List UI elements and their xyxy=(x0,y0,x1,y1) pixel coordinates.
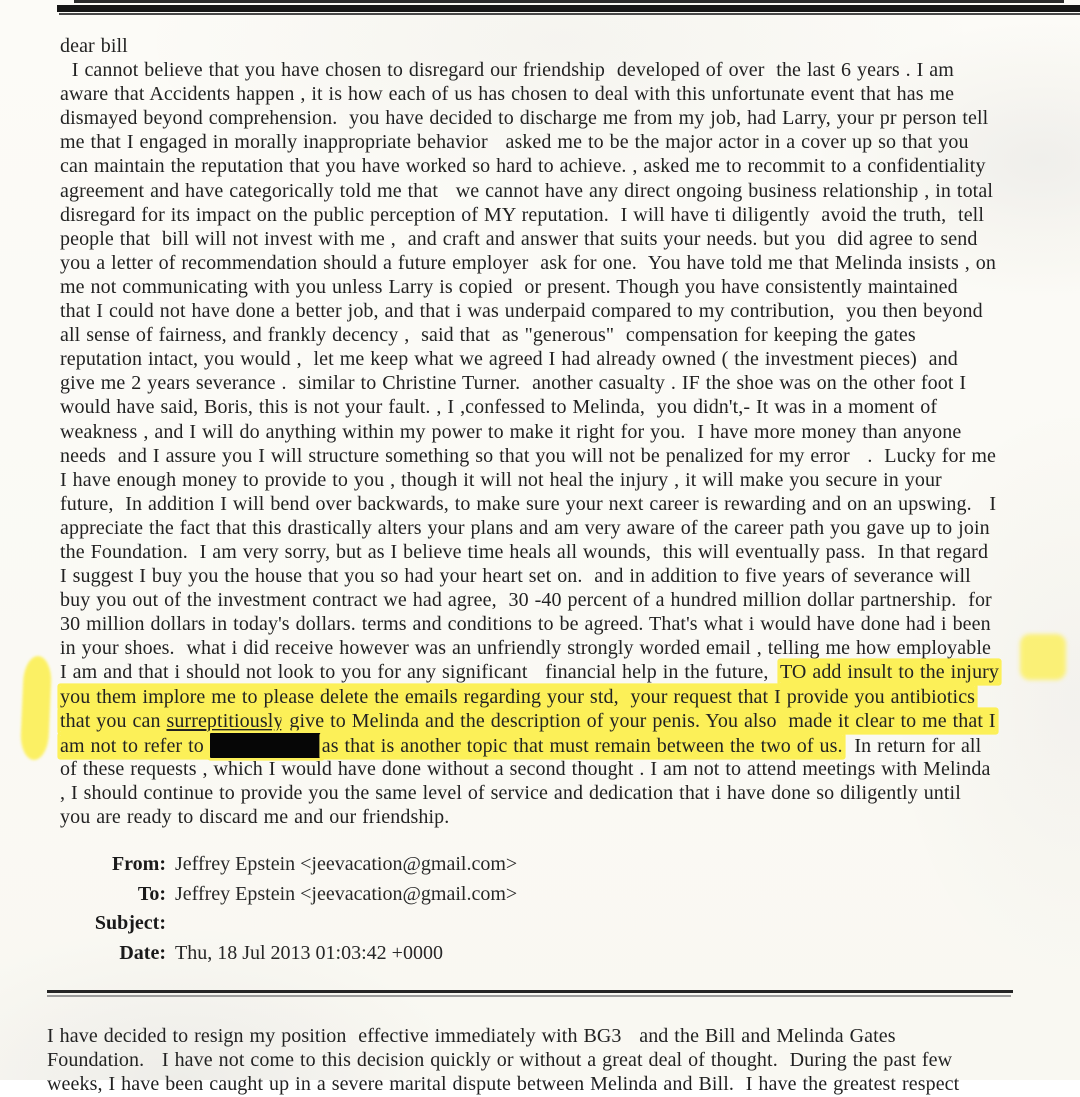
header-label: Date: xyxy=(119,941,166,964)
separator-rule xyxy=(47,990,1013,998)
highlighted-text: am not to refer to xyxy=(60,734,210,757)
header-row xyxy=(70,939,517,969)
body-line xyxy=(60,564,1065,588)
body-text-segment: 30 million dollars in today's dollars. terms and conditions to be agreed. That's what i would have done had i been xyxy=(60,613,991,636)
body-line xyxy=(60,420,1065,444)
body-line xyxy=(60,130,1065,154)
body-line xyxy=(60,444,1065,468)
highlighted-text: as that is another topic that must remain between the two of us. xyxy=(321,734,843,757)
redacted-name-bar xyxy=(210,733,322,758)
body-line xyxy=(60,203,1065,227)
body-text-segment: future, In addition I will bend over backwards, to make sure your next career is rewarding and on an upswing. I xyxy=(60,492,997,515)
header-row xyxy=(70,909,517,939)
body-line xyxy=(60,468,1065,492)
body-line xyxy=(60,347,1065,371)
body-line xyxy=(60,106,1065,130)
body-line xyxy=(60,323,1065,347)
body-text-segment: reputation intact, you would , let me keep what we agreed I had already owned ( the investment pieces) and xyxy=(60,348,958,371)
body-text-segment: aware that Accidents happen , it is how each of us has chosen to deal with this unfortunate event that has me xyxy=(60,83,955,106)
body-text-segment: agreement and have categorically told me that we cannot have any direct ongoing business relationship , in total xyxy=(60,179,993,202)
body-line xyxy=(60,371,1065,395)
body-line xyxy=(60,660,1065,684)
body-text-segment: In return for all xyxy=(842,734,982,757)
body-text-segment: give me 2 years severance . similar to Christine Turner. another casualty . IF the shoe was on the other foot I xyxy=(60,372,967,395)
body-text-segment: of these requests , which I would have done without a second thought . I am not to attend meetings with Melinda xyxy=(60,757,991,780)
body-line xyxy=(60,492,1065,516)
header-row xyxy=(70,850,517,880)
resignation-paragraph xyxy=(47,1024,1057,1096)
highlighted-text: TO add insult to the injury xyxy=(779,661,1000,684)
top-clipped-rule xyxy=(74,0,1064,3)
highlighted-text: surreptitiously xyxy=(166,709,284,732)
body-line xyxy=(60,58,1065,82)
body-text-segment: I am and that i should not look to you for any significant financial help in the future, xyxy=(60,661,780,684)
body-text-segment: can maintain the reputation that you have worked so hard to achieve. , asked me to recommit to a confidentiality xyxy=(60,155,986,178)
body-text-segment: I suggest I buy you the house that you so had your heart set on. and in addition to five years of severance will xyxy=(60,565,971,588)
body-text-segment: you are ready to discard me and our friendship. xyxy=(60,806,450,828)
body-line xyxy=(60,34,1065,58)
body-text-segment: the Foundation. I am very sorry, but as I believe time heals all wounds, this will eventually pass. In that regard xyxy=(60,540,989,563)
footer-line: I have decided to resign my position effective immediately with BG3 and the Bill and Melinda Gates xyxy=(47,1025,896,1047)
body-line xyxy=(60,540,1065,564)
email-header-block xyxy=(70,850,517,968)
highlighted-text: give to Melinda and the description of your penis. You also made it clear to me that I xyxy=(283,709,996,732)
header-label: From: xyxy=(111,853,166,875)
body-text-segment: , I should continue to provide you the same level of service and dedication that i have done so diligently until xyxy=(60,781,961,804)
body-line xyxy=(60,516,1065,540)
body-line xyxy=(60,685,1065,709)
body-text-segment: people that bill will not invest with me , and craft and answer that suits your needs. but you did agree to send xyxy=(60,227,978,250)
body-text-segment: dismayed beyond comprehension. you have decided to discharge me from my job, had Larry, your pr person tell xyxy=(60,107,989,130)
body-text-segment: I have enough money to provide to you , though it will not heal the injury , it will make you secure in your xyxy=(60,468,942,491)
body-text-segment: me that I engaged in morally inappropriate behavior asked me to be the major actor in a cover up so that you xyxy=(60,131,969,154)
body-line xyxy=(60,227,1065,251)
top-scan-rule xyxy=(57,5,1080,15)
highlighter-margin-stroke xyxy=(20,655,53,760)
highlighted-text: that you can xyxy=(60,709,167,732)
body-line xyxy=(60,805,1065,829)
header-label: To: xyxy=(137,882,166,905)
body-text-segment: appreciate the fact that this drastically alters your plans and am very aware of the career path you gave up to join xyxy=(60,516,990,539)
body-text-segment: that I could not have done a better job, and that i was underpaid compared to my contribution, you then beyond xyxy=(60,300,983,323)
body-text-segment: me not communicating with you unless Larry is copied or present. Though you have consistently maintained xyxy=(60,275,958,298)
body-line xyxy=(60,612,1065,636)
body-text-segment: disregard for its impact on the public perception of MY reputation. I will have ti diligently avoid the truth, tell xyxy=(60,203,984,226)
body-text-segment: would have said, Boris, this is not your fault. , I ,confessed to Melinda, you didn't,- It was in a moment of xyxy=(60,396,938,419)
body-line xyxy=(60,781,1065,805)
body-text-segment: all sense of fairness, and frankly decency , said that as "generous" compensation for keeping the gates xyxy=(60,324,916,347)
body-text-segment: weakness , and I will do anything within my power to make it right for you. I have more money than anyone xyxy=(60,420,962,443)
body-line xyxy=(60,82,1065,106)
body-line xyxy=(60,709,1065,733)
body-line xyxy=(60,636,1065,660)
body-text-segment: dear bill xyxy=(60,35,128,57)
header-value: Jeffrey Epstein <jeevacation@gmail.com> xyxy=(175,853,518,875)
header-value: Thu, 18 Jul 2013 01:03:42 +0000 xyxy=(175,941,443,964)
body-text-segment: in your shoes. what i did receive however was an unfriendly strongly worded email , telling me how employable xyxy=(60,637,991,660)
body-line xyxy=(60,588,1065,612)
header-value: Jeffrey Epstein <jeevacation@gmail.com> xyxy=(175,882,518,905)
footer-line: weeks, I have been caught up in a severe marital dispute between Melinda and Bill. I have the greatest respect xyxy=(47,1073,960,1096)
body-line xyxy=(60,251,1065,275)
body-line xyxy=(60,757,1065,781)
highlighted-text: you them implore me to please delete the emails regarding your std, your request that I provide you antibiotics xyxy=(60,685,976,708)
body-line xyxy=(60,154,1065,178)
body-line xyxy=(60,275,1065,299)
footer-line: Foundation. I have not come to this decision quickly or without a great deal of thought. During the past few xyxy=(47,1049,953,1072)
body-text-segment: buy you out of the investment contract we had agree, 30 -40 percent of a hundred million dollar partnership. for xyxy=(60,589,992,612)
body-line xyxy=(60,733,1065,757)
body-text-segment: I cannot believe that you have chosen to disregard our friendship developed of over the last 6 years . I am xyxy=(60,59,954,82)
body-line xyxy=(60,179,1065,203)
header-row xyxy=(70,880,517,910)
body-line xyxy=(60,395,1065,419)
email-body xyxy=(60,34,1065,829)
body-line xyxy=(60,299,1065,323)
body-text-segment: you a letter of recommendation should a future employer ask for one. You have told me that Melinda insists , on xyxy=(60,251,996,274)
body-text-segment: needs and I assure you I will structure something so that you will not be penalized for my error . Lucky for me xyxy=(60,444,996,467)
header-label: Subject: xyxy=(94,912,166,935)
